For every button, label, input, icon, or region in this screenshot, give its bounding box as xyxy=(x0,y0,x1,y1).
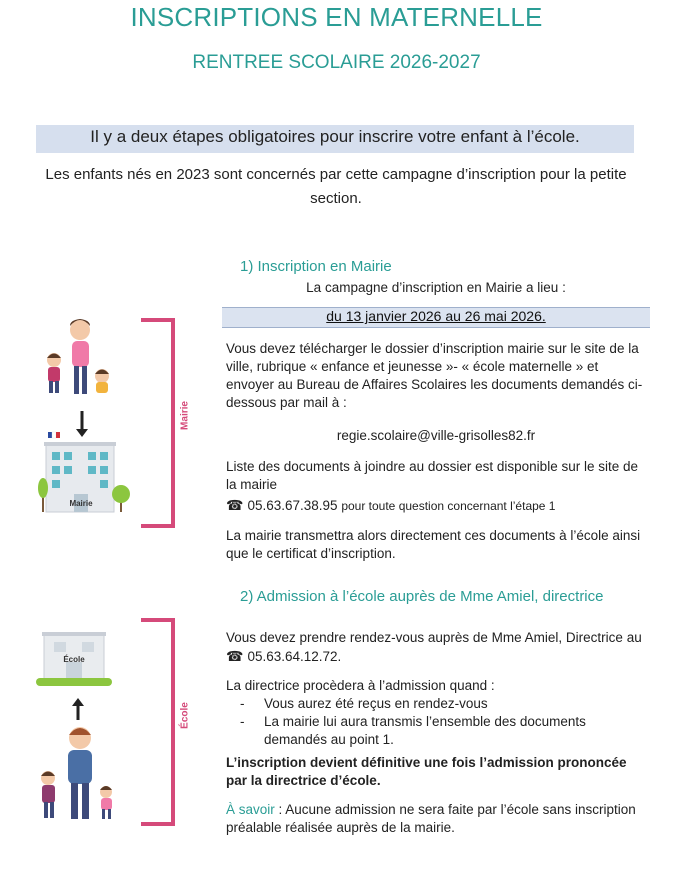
step2-appointment xyxy=(226,629,651,666)
phone-icon: ☎ xyxy=(226,497,244,513)
ecole-bracket xyxy=(141,618,175,826)
step2-appointment-text: Vous devez prendre rendez-vous auprès de Mme Amiel, Directrice au xyxy=(226,630,642,645)
list-item: - Vous aurez été reçus en rendez-vous xyxy=(226,695,646,713)
step2-title: 2) Admission à l’école auprès de Mme Amiel, directrice xyxy=(240,588,604,605)
step2-note xyxy=(226,801,646,837)
step2-definitive: L’inscription devient définitive une fois l’admission prononcée par la directrice d’école. xyxy=(226,755,627,788)
intro-text: Les enfants nés en 2023 sont concernés par cette campagne d’inscription pour la petite section. xyxy=(45,166,627,207)
step1-phone-line xyxy=(226,496,666,515)
mairie-side-label: Mairie xyxy=(179,401,191,430)
step1-email[interactable]: regie.scolaire@ville-grisolles82.fr xyxy=(336,428,536,443)
step2-admission: La directrice procèdera à l’admission quand : xyxy=(226,678,495,693)
list-item: - La mairie lui aura transmis l’ensemble des documents demandés au point 1. xyxy=(226,713,646,749)
step1-phone[interactable]: 05.63.67.38.95 xyxy=(247,498,338,513)
step1-campaign: La campagne d’inscription en Mairie a lieu : xyxy=(306,280,566,295)
phone-icon: ☎ xyxy=(226,648,244,664)
family-mairie-graphic xyxy=(36,316,136,516)
banner-text: Il y a deux étapes obligatoires pour inscrire votre enfant à l’école. xyxy=(90,127,580,146)
step1-download-text: Vous devez télécharger le dossier d’inscription mairie sur le site de la ville, rubrique « enfance et jeunesse »- « école maternelle » et envoyer au Bureau de Affaires Scolaires les documents demandés ci-dessous par mail à : xyxy=(226,341,643,410)
step1-transmit-text: La mairie transmettra alors directement ces documents à l’école ainsi que le certificat d’inscription. xyxy=(226,528,641,561)
mairie-illustration xyxy=(36,316,136,516)
ecole-building-label: École xyxy=(63,655,85,664)
step2-conditions xyxy=(226,695,646,749)
step1-dates: du 13 janvier 2026 au 26 mai 2026. xyxy=(326,308,546,324)
ecole-illustration xyxy=(34,628,134,822)
page-title: INSCRIPTIONS EN MATERNELLE xyxy=(130,2,543,32)
ecole-side-label: École xyxy=(179,702,191,729)
page-subtitle: RENTREE SCOLAIRE 2026-2027 xyxy=(192,52,481,73)
step1-list-text: Liste des documents à joindre au dossier est disponible sur le site de la mairie xyxy=(226,459,638,492)
step1-title: 1) Inscription en Mairie xyxy=(240,258,392,275)
step2-note-label: À savoir xyxy=(226,802,275,817)
mairie-building-label: Mairie xyxy=(69,499,93,508)
step2-note-text: : Aucune admission ne sera faite par l’école sans inscription préalable réalisée auprès de la mairie. xyxy=(226,802,636,835)
mairie-bracket xyxy=(141,318,175,528)
step2-phone[interactable]: 05.63.64.12.72. xyxy=(247,649,342,664)
step1-phone-note: pour toute question concernant l’étape 1 xyxy=(341,499,556,513)
